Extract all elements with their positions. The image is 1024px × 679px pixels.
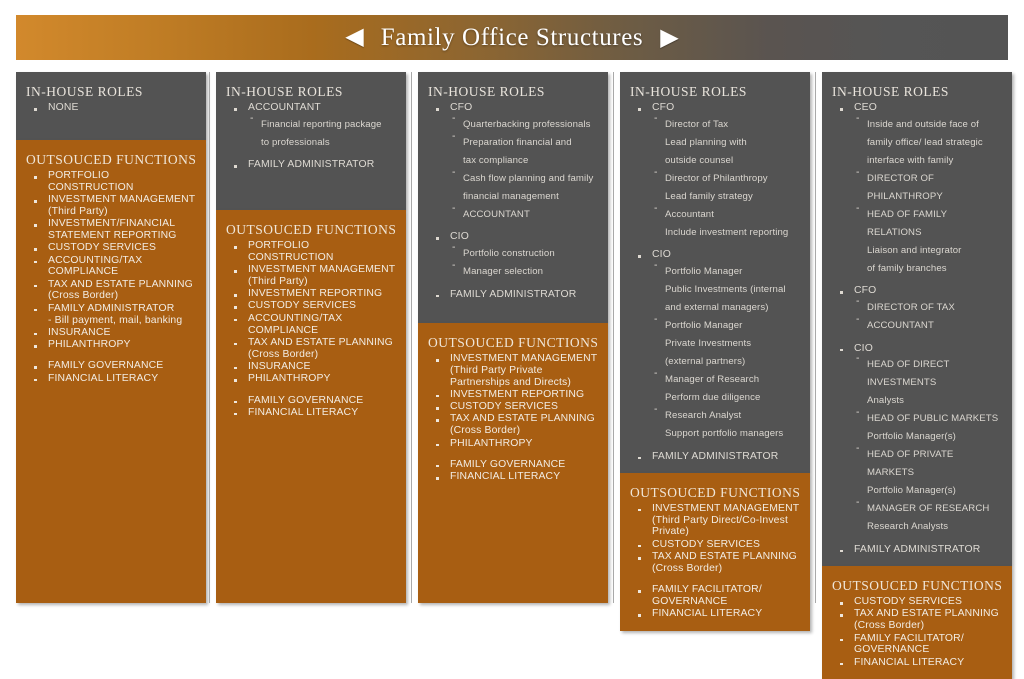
sub-list <box>652 261 800 441</box>
sub-list-item <box>652 351 800 369</box>
sub-list-item-label: Cash flow planning and family <box>463 172 594 184</box>
list-item-label: PORTFOLIO CONSTRUCTION <box>248 240 334 263</box>
sub-list <box>652 114 800 240</box>
list-item-label: PORTFOLIO CONSTRUCTION <box>48 170 134 193</box>
list-item-label: INVESTMENT REPORTING <box>248 288 383 300</box>
panel-body <box>620 473 810 631</box>
sub-list-item <box>450 150 598 168</box>
sub-list-item <box>652 204 800 222</box>
outsourced-list <box>428 353 598 483</box>
list-item[interactable] <box>26 327 196 339</box>
list-spacer <box>26 351 196 360</box>
list-spacer <box>630 240 800 249</box>
column-divider <box>613 72 614 603</box>
list-item[interactable] <box>226 313 396 337</box>
sub-list-item-label: Director of Philanthropy <box>665 172 768 184</box>
column-5 <box>822 72 1012 679</box>
list-item-label: TAX AND ESTATE PLANNING <box>248 336 393 348</box>
sub-list-item-label: Lead family strategy <box>665 190 753 202</box>
sub-list-item <box>450 168 598 186</box>
list-item-label: CUSTODY SERVICES <box>450 401 559 413</box>
outsourced-functions-heading: OUTSOUCED FUNCTIONS <box>26 152 197 167</box>
list-item[interactable] <box>832 544 1002 556</box>
sub-list-item-label: Quarterbacking professionals <box>463 118 591 130</box>
list-item-label: FINANCIAL LITERACY <box>48 372 159 384</box>
sub-list-item-label: Lead planning with <box>665 136 747 148</box>
sub-list-item-label: tax compliance <box>463 154 529 166</box>
sub-list-item-label: Financial reporting package <box>261 118 382 130</box>
sub-list-item-label: Analysts <box>867 395 905 407</box>
right-arrow-icon: ▶ <box>660 23 679 51</box>
list-item-continuation: (Third Party) <box>48 205 108 217</box>
slide-header <box>16 15 1008 60</box>
column-divider <box>815 72 816 603</box>
panel-body <box>216 72 406 182</box>
inhouse-roles-heading: IN-HOUSE ROLES <box>226 84 343 99</box>
list-item[interactable] <box>630 451 800 463</box>
list-item-continuation: COMPLIANCE <box>48 266 119 278</box>
sub-list-item-label: Research Analysts <box>867 521 949 533</box>
column-2-inhouse-panel <box>216 72 406 210</box>
panel-body <box>418 72 608 311</box>
list-item-label: TAX AND ESTATE PLANNING <box>652 551 797 563</box>
sub-list-item-label: Portfolio Manager <box>665 266 743 278</box>
sub-list-item <box>854 498 1002 516</box>
sub-list-item-label: HEAD OF FAMILY RELATIONS <box>867 208 947 238</box>
list-item[interactable] <box>428 389 598 401</box>
panel-body <box>216 210 406 429</box>
sub-list-item-label: Accountant <box>665 208 715 220</box>
list-item[interactable] <box>428 102 598 222</box>
sub-list-item <box>450 243 598 261</box>
sub-list-item-label: Support portfolio managers <box>665 428 784 440</box>
list-item[interactable] <box>226 240 396 264</box>
list-spacer <box>832 334 1002 343</box>
list-item-continuation: Partnerships and Directs) <box>450 376 571 388</box>
list-item[interactable] <box>26 218 196 242</box>
list-item-continuation: (Cross Border) <box>48 290 119 302</box>
list-item-label: CUSTODY SERVICES <box>652 538 761 550</box>
list-item[interactable] <box>832 608 1002 632</box>
sub-list-item <box>854 372 1002 390</box>
sub-list-item <box>854 258 1002 276</box>
list-item[interactable] <box>26 279 196 303</box>
list-item-label: NONE <box>48 102 79 113</box>
sub-list-item <box>652 423 800 441</box>
list-item[interactable] <box>26 102 196 114</box>
list-item[interactable] <box>428 459 598 471</box>
list-item-label: INVESTMENT MANAGEMENT <box>652 502 800 514</box>
list-item-label: FAMILY GOVERNANCE <box>248 394 364 406</box>
list-item-label: INVESTMENT/FINANCIAL <box>48 218 176 230</box>
list-item[interactable] <box>226 300 396 312</box>
sub-list <box>450 114 598 222</box>
column-1-outsourced-panel <box>16 140 206 603</box>
inhouse-list <box>630 102 800 462</box>
list-item[interactable] <box>26 194 196 218</box>
sub-list <box>450 243 598 279</box>
list-item[interactable] <box>832 285 1002 333</box>
sub-list-item <box>854 240 1002 258</box>
sub-list-item <box>652 261 800 279</box>
list-spacer <box>428 222 598 231</box>
outsourced-functions-heading: OUTSOUCED FUNCTIONS <box>832 578 1003 594</box>
list-item-continuation: (Third Party) <box>248 275 308 287</box>
list-item[interactable] <box>26 303 196 327</box>
list-item-continuation: COMPLIANCE <box>248 324 319 336</box>
list-item[interactable] <box>428 289 598 301</box>
list-item[interactable] <box>630 584 800 608</box>
column-1 <box>16 72 206 603</box>
list-item[interactable] <box>630 249 800 441</box>
list-item-label: FAMILY ADMINISTRATOR <box>450 288 577 300</box>
list-item-label: FAMILY ADMINISTRATOR <box>248 159 375 171</box>
inhouse-roles-heading: IN-HOUSE ROLES <box>832 84 949 99</box>
sub-list-item-label: INVESTMENTS <box>867 377 937 389</box>
list-item-label: CIO <box>854 342 873 354</box>
list-item-label: CFO <box>652 102 675 113</box>
sub-list-item-label: ACCOUNTANT <box>867 320 934 332</box>
list-spacer <box>428 280 598 289</box>
sub-list-item-label: PHILANTHROPY <box>867 190 943 202</box>
list-item-label: CUSTODY SERVICES <box>48 242 157 254</box>
sub-list-item <box>652 369 800 387</box>
sub-list-item-label: Liaison and integrator <box>867 244 962 256</box>
sub-list-item-label: Director of Tax <box>665 118 729 130</box>
list-item[interactable] <box>630 551 800 575</box>
sub-list-item-label: Perform due diligence <box>665 392 761 404</box>
column-1-inhouse-panel <box>16 72 206 140</box>
list-item-label: FAMILY FACILITATOR/ <box>652 584 762 596</box>
list-item-label: FAMILY ADMINISTRATOR <box>48 302 175 314</box>
list-spacer <box>832 276 1002 285</box>
sub-list-item-label: to professionals <box>261 136 330 148</box>
sub-list-item <box>450 132 598 150</box>
sub-list-item-label: Preparation financial and <box>463 136 572 148</box>
column-3-inhouse-panel <box>418 72 608 323</box>
list-item-label: ACCOUNTANT <box>248 102 321 113</box>
list-item[interactable] <box>832 596 1002 608</box>
list-item-label: FAMILY FACILITATOR/ <box>854 632 964 644</box>
list-spacer <box>428 450 598 459</box>
list-item-label: TAX AND ESTATE PLANNING <box>450 413 595 425</box>
list-item[interactable] <box>226 102 396 150</box>
column-2-outsourced-panel <box>216 210 406 603</box>
list-item-label: CEO <box>854 102 877 113</box>
list-item-label: FINANCIAL LITERACY <box>248 406 359 418</box>
sub-list-item <box>854 390 1002 408</box>
inhouse-roles-heading: IN-HOUSE ROLES <box>630 84 747 99</box>
list-item-label: INVESTMENT MANAGEMENT <box>248 264 396 276</box>
sub-list-item-label: Include investment reporting <box>665 226 789 238</box>
sub-list-item <box>652 168 800 186</box>
sub-list-item-label: Inside and outside face of <box>867 118 979 130</box>
list-item-label: CFO <box>450 102 473 113</box>
list-item[interactable] <box>226 395 396 407</box>
inhouse-list <box>832 102 1002 556</box>
list-item[interactable] <box>226 337 396 361</box>
list-item-label: ACCOUNTING/TAX <box>48 254 143 266</box>
sub-list-item-label: Portfolio construction <box>463 248 555 260</box>
sub-list-item-label: (external partners) <box>665 356 746 368</box>
sub-list-item-label: interface with family <box>867 154 954 166</box>
list-item-label: PHILANTHROPY <box>48 339 131 351</box>
sub-list-item <box>652 387 800 405</box>
sub-list-item <box>248 114 396 132</box>
sub-list-item-label: and external managers) <box>665 302 769 314</box>
sub-list <box>854 114 1002 276</box>
list-item-continuation: (Cross Border) <box>248 348 319 360</box>
list-item-label: CFO <box>854 285 877 297</box>
list-item-label: PHILANTHROPY <box>248 373 331 385</box>
sub-list-item <box>652 279 800 297</box>
inhouse-list <box>26 102 196 114</box>
list-item[interactable] <box>630 608 800 620</box>
list-item[interactable] <box>26 339 196 351</box>
sub-list-item-label: DIRECTOR OF TAX <box>867 302 955 314</box>
list-item[interactable] <box>226 407 396 419</box>
list-item[interactable] <box>26 360 196 372</box>
list-item[interactable] <box>26 255 196 279</box>
outsourced-list <box>26 170 196 385</box>
list-item[interactable] <box>428 438 598 450</box>
outsourced-functions-heading: OUTSOUCED FUNCTIONS <box>428 335 599 350</box>
sub-list <box>248 114 396 150</box>
sub-list-item <box>854 168 1002 186</box>
sub-list-item <box>248 132 396 150</box>
sub-list-item <box>854 480 1002 498</box>
list-spacer <box>226 150 396 159</box>
list-item-label: FAMILY GOVERNANCE <box>48 360 164 372</box>
sub-list-item <box>854 150 1002 168</box>
list-item[interactable] <box>428 413 598 437</box>
list-item-continuation: Private) <box>652 526 689 538</box>
sub-list-item-label: Public Investments (internal <box>665 284 786 296</box>
sub-list-item <box>854 444 1002 480</box>
sub-list-item-label: HEAD OF DIRECT <box>867 359 950 371</box>
sub-list-item <box>450 204 598 222</box>
list-item[interactable] <box>428 401 598 413</box>
list-item[interactable] <box>832 102 1002 276</box>
sub-list-item-label: Manager selection <box>463 266 544 278</box>
inhouse-roles-heading: IN-HOUSE ROLES <box>26 84 143 99</box>
outsourced-list <box>630 503 800 620</box>
inhouse-roles-heading: IN-HOUSE ROLES <box>428 84 545 99</box>
sub-list-item-label: Portfolio Manager <box>665 320 743 332</box>
sub-list-item <box>854 315 1002 333</box>
sub-list-item <box>652 405 800 423</box>
panel-body <box>16 72 206 124</box>
sub-list <box>854 297 1002 333</box>
sub-list-item-label: Research Analyst <box>665 410 742 422</box>
sub-list-item <box>652 222 800 240</box>
sub-list-item <box>854 186 1002 204</box>
sub-list-item <box>854 204 1002 240</box>
sub-list-item <box>450 114 598 132</box>
list-item-label: FINANCIAL LITERACY <box>854 656 965 668</box>
column-2 <box>216 72 406 603</box>
sub-list-item-label: MANAGER OF RESEARCH <box>867 503 990 515</box>
list-item[interactable] <box>428 471 598 483</box>
sub-list-item-label: Portfolio Manager(s) <box>867 485 956 497</box>
list-item-continuation: - Bill payment, mail, banking <box>48 314 183 326</box>
list-item[interactable] <box>26 242 196 254</box>
sub-list-item <box>854 114 1002 132</box>
list-item[interactable] <box>630 503 800 538</box>
column-4-outsourced-panel <box>620 473 810 631</box>
list-item-label: FAMILY ADMINISTRATOR <box>652 450 779 462</box>
sub-list-item <box>450 261 598 279</box>
sub-list-item <box>450 186 598 204</box>
sub-list-item <box>652 315 800 333</box>
outsourced-functions-heading: OUTSOUCED FUNCTIONS <box>226 222 397 237</box>
page-title: Family Office Structures <box>380 23 644 51</box>
list-item[interactable] <box>428 353 598 388</box>
column-3-outsourced-panel <box>418 323 608 603</box>
list-item-label: TAX AND ESTATE PLANNING <box>48 278 193 290</box>
list-item[interactable] <box>832 657 1002 669</box>
sub-list-item <box>854 297 1002 315</box>
list-item[interactable] <box>226 159 396 171</box>
sub-list-item <box>652 114 800 132</box>
column-3 <box>418 72 608 603</box>
list-item-continuation: (Cross Border) <box>652 562 723 574</box>
sub-list-item-label: Private Investments <box>665 338 752 350</box>
sub-list-item <box>652 150 800 168</box>
list-item[interactable] <box>630 539 800 551</box>
sub-list-item <box>652 132 800 150</box>
list-item-continuation: (Cross Border) <box>450 425 521 437</box>
list-item[interactable] <box>226 361 396 373</box>
outsourced-list <box>226 240 396 419</box>
panel-body <box>620 72 810 473</box>
list-item-label: PHILANTHROPY <box>450 437 533 449</box>
list-item-label: INVESTMENT MANAGEMENT <box>450 353 598 364</box>
list-item[interactable] <box>428 231 598 279</box>
list-item-continuation: GOVERNANCE <box>854 644 930 656</box>
list-item[interactable] <box>26 373 196 385</box>
list-item-label: FINANCIAL LITERACY <box>450 471 561 483</box>
list-item-label: TAX AND ESTATE PLANNING <box>854 608 999 620</box>
sub-list-item-label: Portfolio Manager(s) <box>867 431 956 443</box>
sub-list-item-label: HEAD OF PUBLIC MARKETS <box>867 413 999 425</box>
sub-list-item <box>854 426 1002 444</box>
panel-body <box>822 566 1012 679</box>
sub-list <box>854 354 1002 534</box>
sub-list-item-label: financial management <box>463 190 559 202</box>
sub-list-item-label: of family branches <box>867 262 947 274</box>
list-item-continuation: STATEMENT REPORTING <box>48 229 177 241</box>
list-spacer <box>630 575 800 584</box>
column-divider <box>411 72 412 603</box>
list-item[interactable] <box>630 102 800 240</box>
outsourced-functions-heading: OUTSOUCED FUNCTIONS <box>630 484 801 500</box>
list-item[interactable] <box>226 373 396 385</box>
list-item-label: CIO <box>652 249 671 261</box>
column-4 <box>620 72 810 631</box>
sub-list-item <box>854 354 1002 372</box>
list-item[interactable] <box>832 343 1002 535</box>
sub-list-item-label: family office/ lead strategic <box>867 136 983 148</box>
sub-list-item-label: outside counsel <box>665 154 734 166</box>
list-item-continuation: (Third Party Direct/Co-Invest <box>652 514 788 526</box>
list-item-label: INSURANCE <box>248 360 311 372</box>
list-item-label: INSURANCE <box>48 326 111 338</box>
sub-list-item <box>652 297 800 315</box>
list-item-label: INVESTMENT REPORTING <box>450 388 585 400</box>
list-item-continuation: (Third Party Private <box>450 364 543 376</box>
column-5-inhouse-panel <box>822 72 1012 566</box>
list-item-label: ACCOUNTING/TAX <box>248 312 343 324</box>
panel-body <box>822 72 1012 566</box>
list-item[interactable] <box>226 288 396 300</box>
sub-list-item-label: Manager of Research <box>665 374 760 386</box>
sub-list-item <box>854 132 1002 150</box>
sub-list-item-label: ACCOUNTANT <box>463 208 530 220</box>
list-spacer <box>226 386 396 395</box>
list-item-label: INVESTMENT MANAGEMENT <box>48 194 196 206</box>
list-item-label: CUSTODY SERVICES <box>854 596 963 608</box>
list-spacer <box>832 535 1002 544</box>
inhouse-list <box>428 102 598 300</box>
sub-list-item-label: HEAD OF PRIVATE MARKETS <box>867 449 954 479</box>
list-item-label: FAMILY GOVERNANCE <box>450 458 566 470</box>
list-item-label: CUSTODY SERVICES <box>248 300 357 312</box>
list-item-label: FINANCIAL LITERACY <box>652 608 763 620</box>
sub-list-item <box>652 333 800 351</box>
sub-list-item <box>854 408 1002 426</box>
list-item-label: FAMILY ADMINISTRATOR <box>854 543 981 555</box>
list-item[interactable] <box>226 264 396 288</box>
column-4-inhouse-panel <box>620 72 810 473</box>
sub-list-item <box>652 186 800 204</box>
column-divider <box>209 72 210 603</box>
left-arrow-icon: ◀ <box>345 22 364 50</box>
panel-body <box>16 140 206 395</box>
list-item-continuation: (Cross Border) <box>854 620 925 632</box>
list-item-label: CIO <box>450 231 469 243</box>
inhouse-list <box>226 102 396 171</box>
panel-body <box>418 323 608 493</box>
column-5-outsourced-panel <box>822 566 1012 679</box>
list-spacer <box>630 442 800 451</box>
list-item[interactable] <box>832 633 1002 657</box>
outsourced-list <box>832 596 1002 668</box>
list-item-continuation: GOVERNANCE <box>652 595 728 607</box>
sub-list-item-label: DIRECTOR OF <box>867 172 935 184</box>
list-item[interactable] <box>26 170 196 194</box>
sub-list-item <box>854 516 1002 534</box>
